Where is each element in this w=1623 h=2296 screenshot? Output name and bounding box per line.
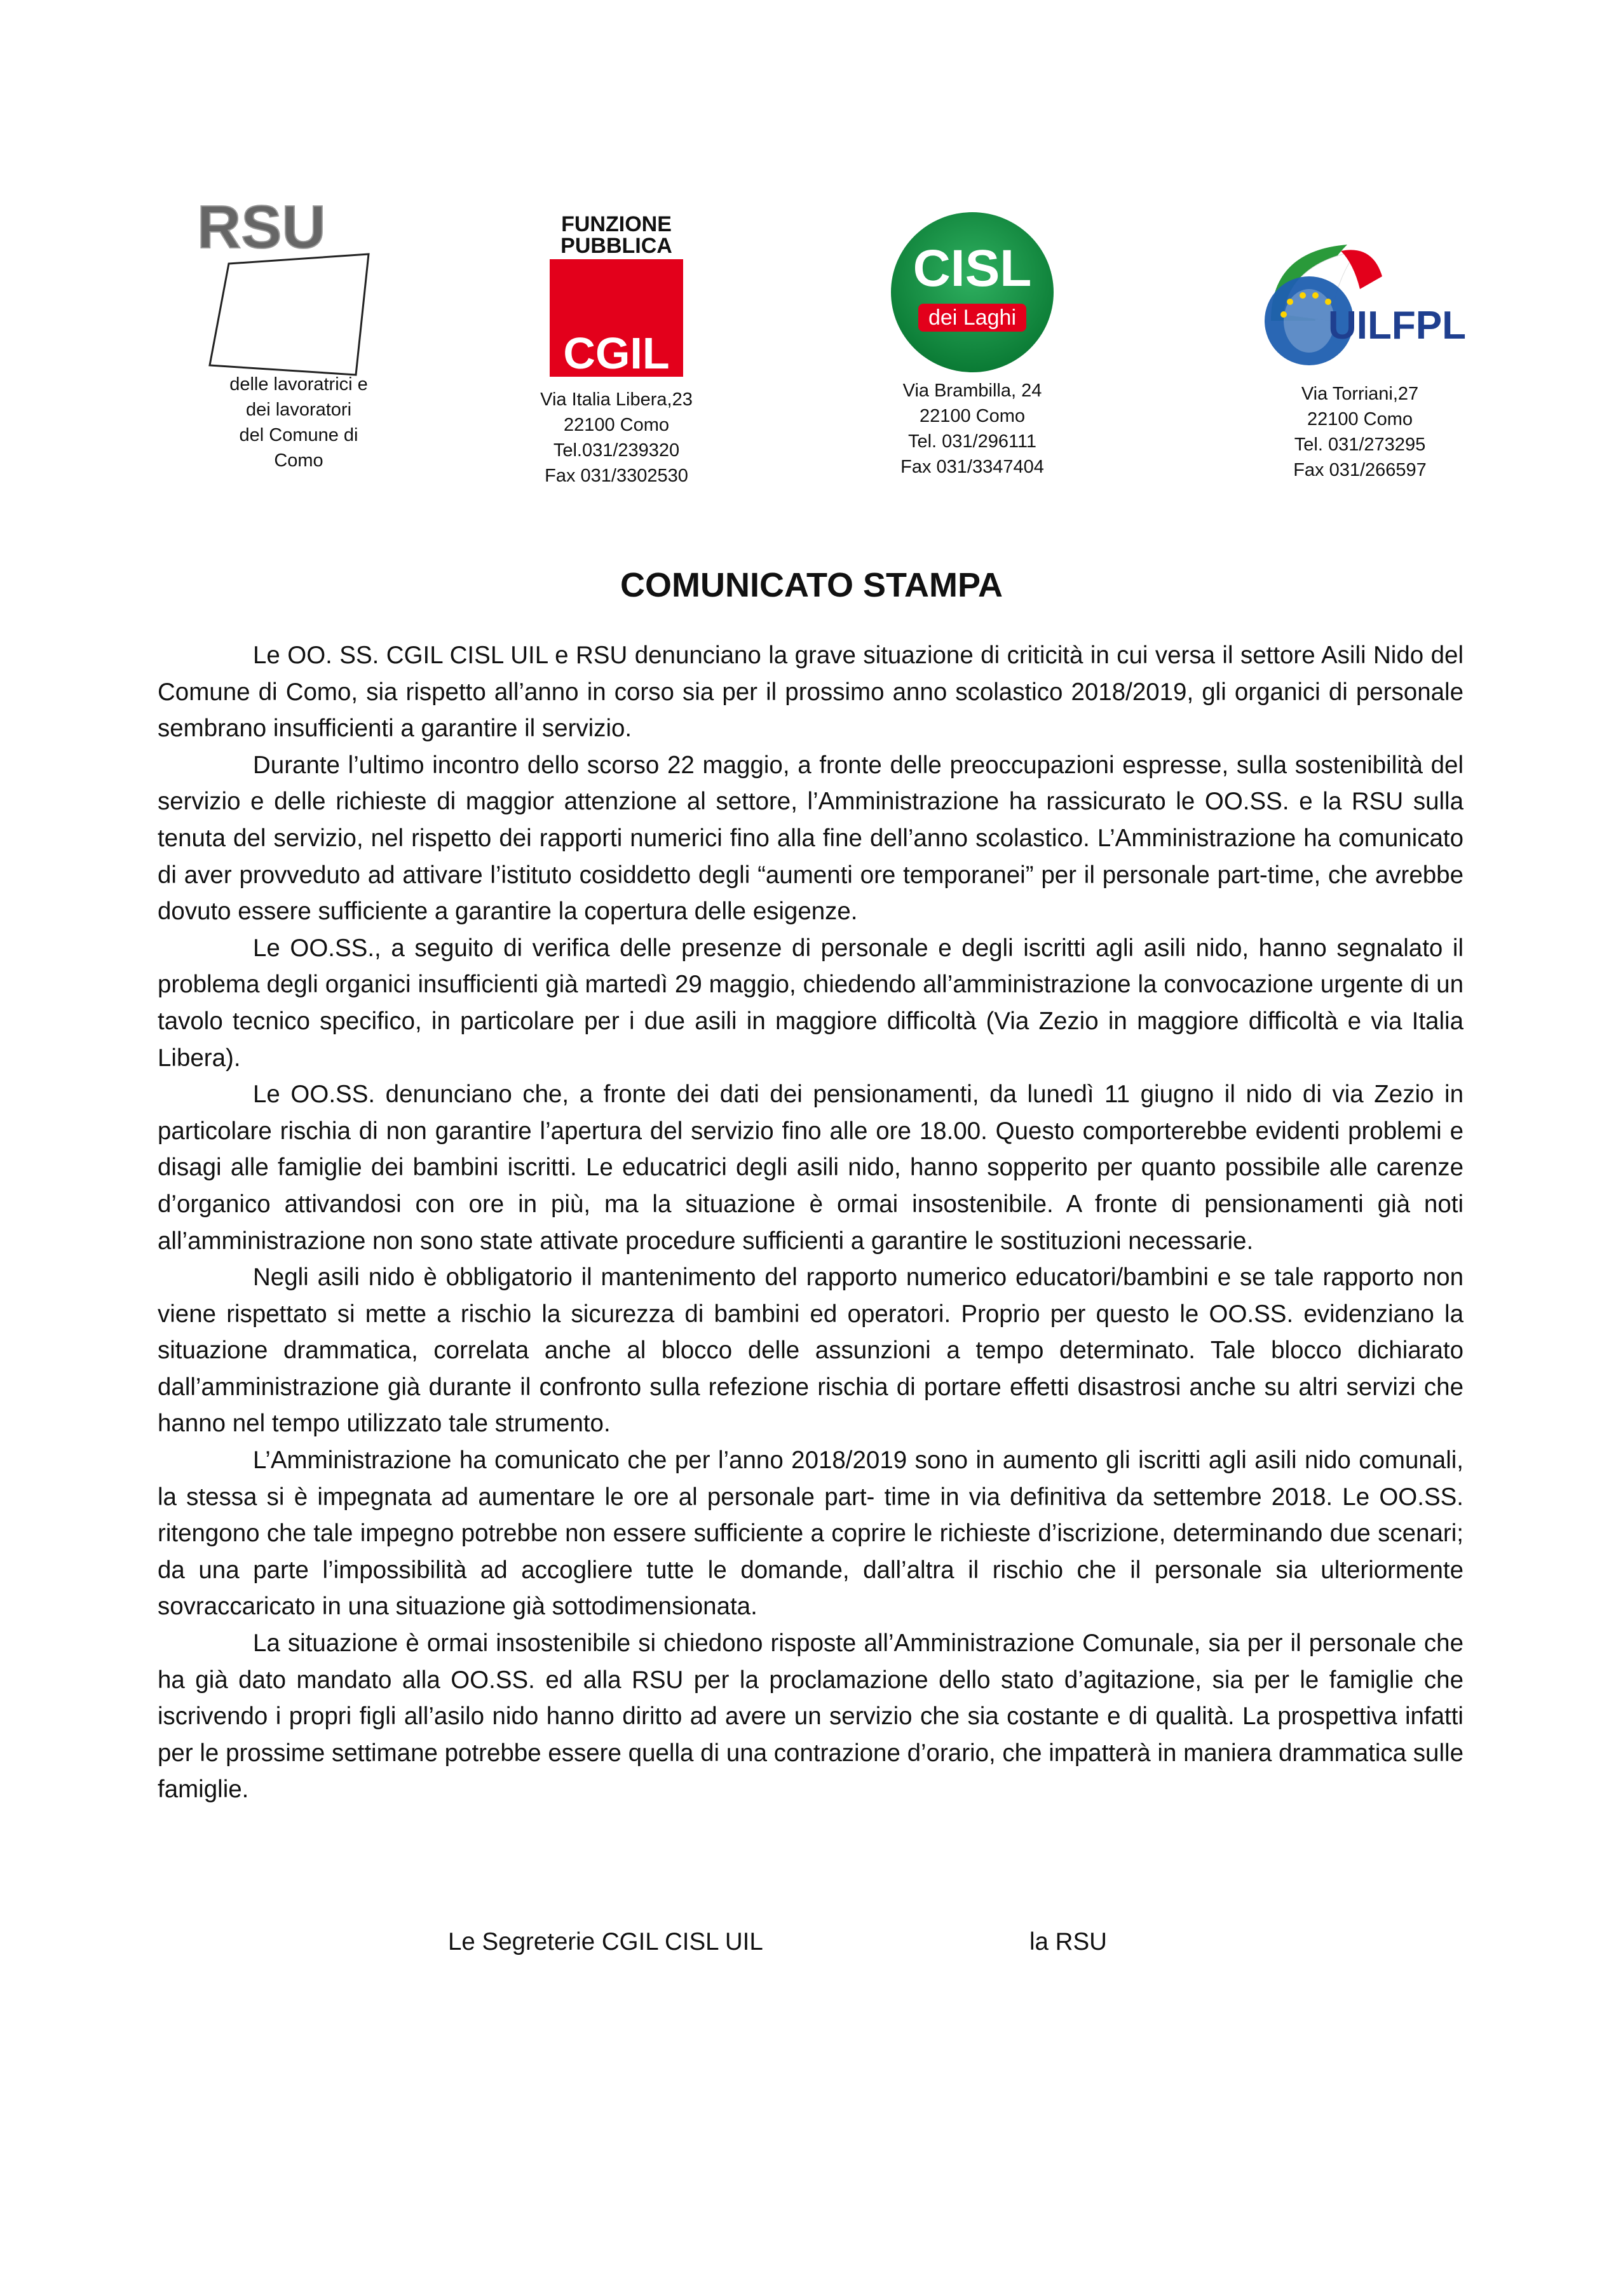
body-paragraph: Le OO. SS. CGIL CISL UIL e RSU denunciano la grave situazione di criticità in cui versa il settore Asili Nido del Comune di Como, sia rispetto all’anno in corso sia per il prossimo anno scolastico 2018/2019, gli organici di personale sembrano insufficienti a garantire il servizio. bbox=[158, 642, 1463, 743]
cgil-logo-line2: PUBBLICA bbox=[560, 234, 672, 258]
rsu-logo-text: RSU bbox=[197, 203, 326, 261]
body-paragraph: L’Amministrazione ha comunicato che per l’anno 2018/2019 sono in aumento gli iscritti agli asili nido comunali, la stessa si è impegnata ad aumentare le ore al personale part- time in via definitiva da settembre 2018. Le OO.SS. ritengono che tale impegno potrebbe non essere sufficiente a coprire le richieste d’iscrizione, determinando due scenari; da una parte l’impossibilità ad accogliere tutte le domande, dall’altra il rischio che il personale sia ulteriormente sovraccaricato in una situazione già sottodimensionata. bbox=[158, 1447, 1463, 1621]
uil-logo-text: UILFPL bbox=[1328, 304, 1466, 348]
cisl-logo-text: CISL bbox=[913, 240, 1032, 297]
uil-line: Via Torriani,27 bbox=[1301, 384, 1419, 404]
cgil-header bbox=[502, 210, 731, 489]
cisl-address bbox=[858, 378, 1087, 480]
rsu-line: delle lavoratrici e bbox=[229, 374, 368, 395]
body-paragraph: Durante l’ultimo incontro dello scorso 22 maggio, a fronte delle preoccupazioni espresse, sulla sostenibilità del servizio e delle richieste di maggior attenzione al settore, l’Amministrazione ha rassicurato le OO.SS. e la RSU sulla tenuta del servizio, nel rispetto dei rapporti numerici fino alla fine dell’anno scolastico. L’Amministrazione ha comunicato di aver provveduto ad attivare l’istituto cosiddetto degli “aumenti ore temporanei” per il personale part-time, che avrebbe dovuto essere sufficiente a garantire la copertura delle esigenze. bbox=[158, 751, 1463, 926]
rsu-line: del Comune di bbox=[239, 425, 358, 445]
body-paragraph: Negli asili nido è obbligatorio il mantenimento del rapporto numerico educatori/bambini e se tale rapporto non viene rispettato si mette a rischio la sicurezza di bambini ed operatori. Proprio per questo le OO.SS. evidenziano la situazione drammatica, correlata anche al blocco delle assunzioni a tempo determinato. Tale blocco dichiarato dall’amministrazione già durante il confronto sulla refezione rischia di portare effetti disastrosi anche su altri servizi che hanno nel tempo utilizzato tale strumento. bbox=[158, 1264, 1463, 1438]
rsu-description bbox=[184, 372, 413, 473]
cisl-logo bbox=[858, 210, 1087, 375]
document-title: COMUNICATO STAMPA bbox=[620, 566, 1003, 604]
rsu-header bbox=[184, 203, 413, 473]
cisl-logo-sub: dei Laghi bbox=[928, 306, 1017, 330]
cgil-line: Fax 031/3302530 bbox=[545, 466, 688, 486]
rsu-line: dei lavoratori bbox=[245, 400, 352, 420]
cisl-header bbox=[858, 210, 1087, 480]
uil-logo bbox=[1246, 226, 1474, 391]
signature-unions: Le Segreterie CGIL CISL UIL bbox=[448, 1928, 763, 1955]
uil-header bbox=[1246, 226, 1474, 483]
uil-line: 22100 Como bbox=[1307, 409, 1413, 429]
rsu-logo bbox=[184, 203, 413, 381]
rsu-line: Como bbox=[274, 450, 323, 471]
uil-line: Fax 031/266597 bbox=[1293, 460, 1427, 480]
cgil-logo-line1: FUNZIONE bbox=[561, 212, 672, 236]
cgil-logo bbox=[502, 210, 731, 381]
cisl-line: Via Brambilla, 24 bbox=[902, 381, 1042, 401]
cgil-line: 22100 Como bbox=[563, 415, 670, 435]
cisl-line: Fax 031/3347404 bbox=[900, 457, 1044, 477]
cgil-logo-text: CGIL bbox=[563, 328, 670, 378]
signature-rsu: la RSU bbox=[1029, 1928, 1107, 1955]
uil-line: Tel. 031/273295 bbox=[1294, 435, 1426, 455]
cisl-line: 22100 Como bbox=[919, 406, 1026, 426]
body-paragraph: La situazione è ormai insostenibile si chiedono risposte all’Amministrazione Comunale, sia per il personale che ha già dato mandato alla OO.SS. ed alla RSU per la proclamazione dello stato d’agitazione, sia per le famiglie che iscrivendo i propri figli all’asilo nido hanno diritto ad avere un servizio che sia costante e di qualità. La prospettiva infatti per le prossime settimane potrebbe essere quella di una contrazione d’orario, che impatterà in maniera drammatica sulle famiglie. bbox=[158, 1630, 1463, 1804]
cgil-line: Via Italia Libera,23 bbox=[540, 389, 693, 410]
body-paragraph: Le OO.SS., a seguito di verifica delle presenze di personale e degli iscritti agli asili nido, hanno segnalato il problema degli organici insufficienti già martedì 29 maggio, chiedendo all’amministrazione la convocazione urgente di un tavolo tecnico specifico, in particolare per i due asili in maggiore difficoltà (Via Zezio in maggiore difficoltà e via Italia Libera). bbox=[158, 934, 1463, 1072]
uil-address bbox=[1246, 381, 1474, 483]
cisl-line: Tel. 031/296111 bbox=[907, 431, 1037, 452]
cgil-line: Tel.031/239320 bbox=[553, 440, 680, 461]
body-paragraph: Le OO.SS. denunciano che, a fronte dei dati dei pensionamenti, da lunedì 11 giugno il nido di via Zezio in particolare rischia di non garantire l’apertura del servizio fino alle ore 18.00. Questo comporterebbe evidenti problemi e disagi alle famiglie dei bambini iscritti. Le educatrici degli asili nido, hanno sopperito per quanto possibile alle carenze d’organico attivandosi con ore in più, ma la situazione è ormai insostenibile. A fronte di pensionamenti già noti all’amministrazione non sono state attivate procedure sufficienti a garantire le sostituzioni necessarie. bbox=[158, 1081, 1463, 1255]
cgil-address bbox=[502, 387, 731, 489]
document-body bbox=[158, 637, 1463, 1808]
